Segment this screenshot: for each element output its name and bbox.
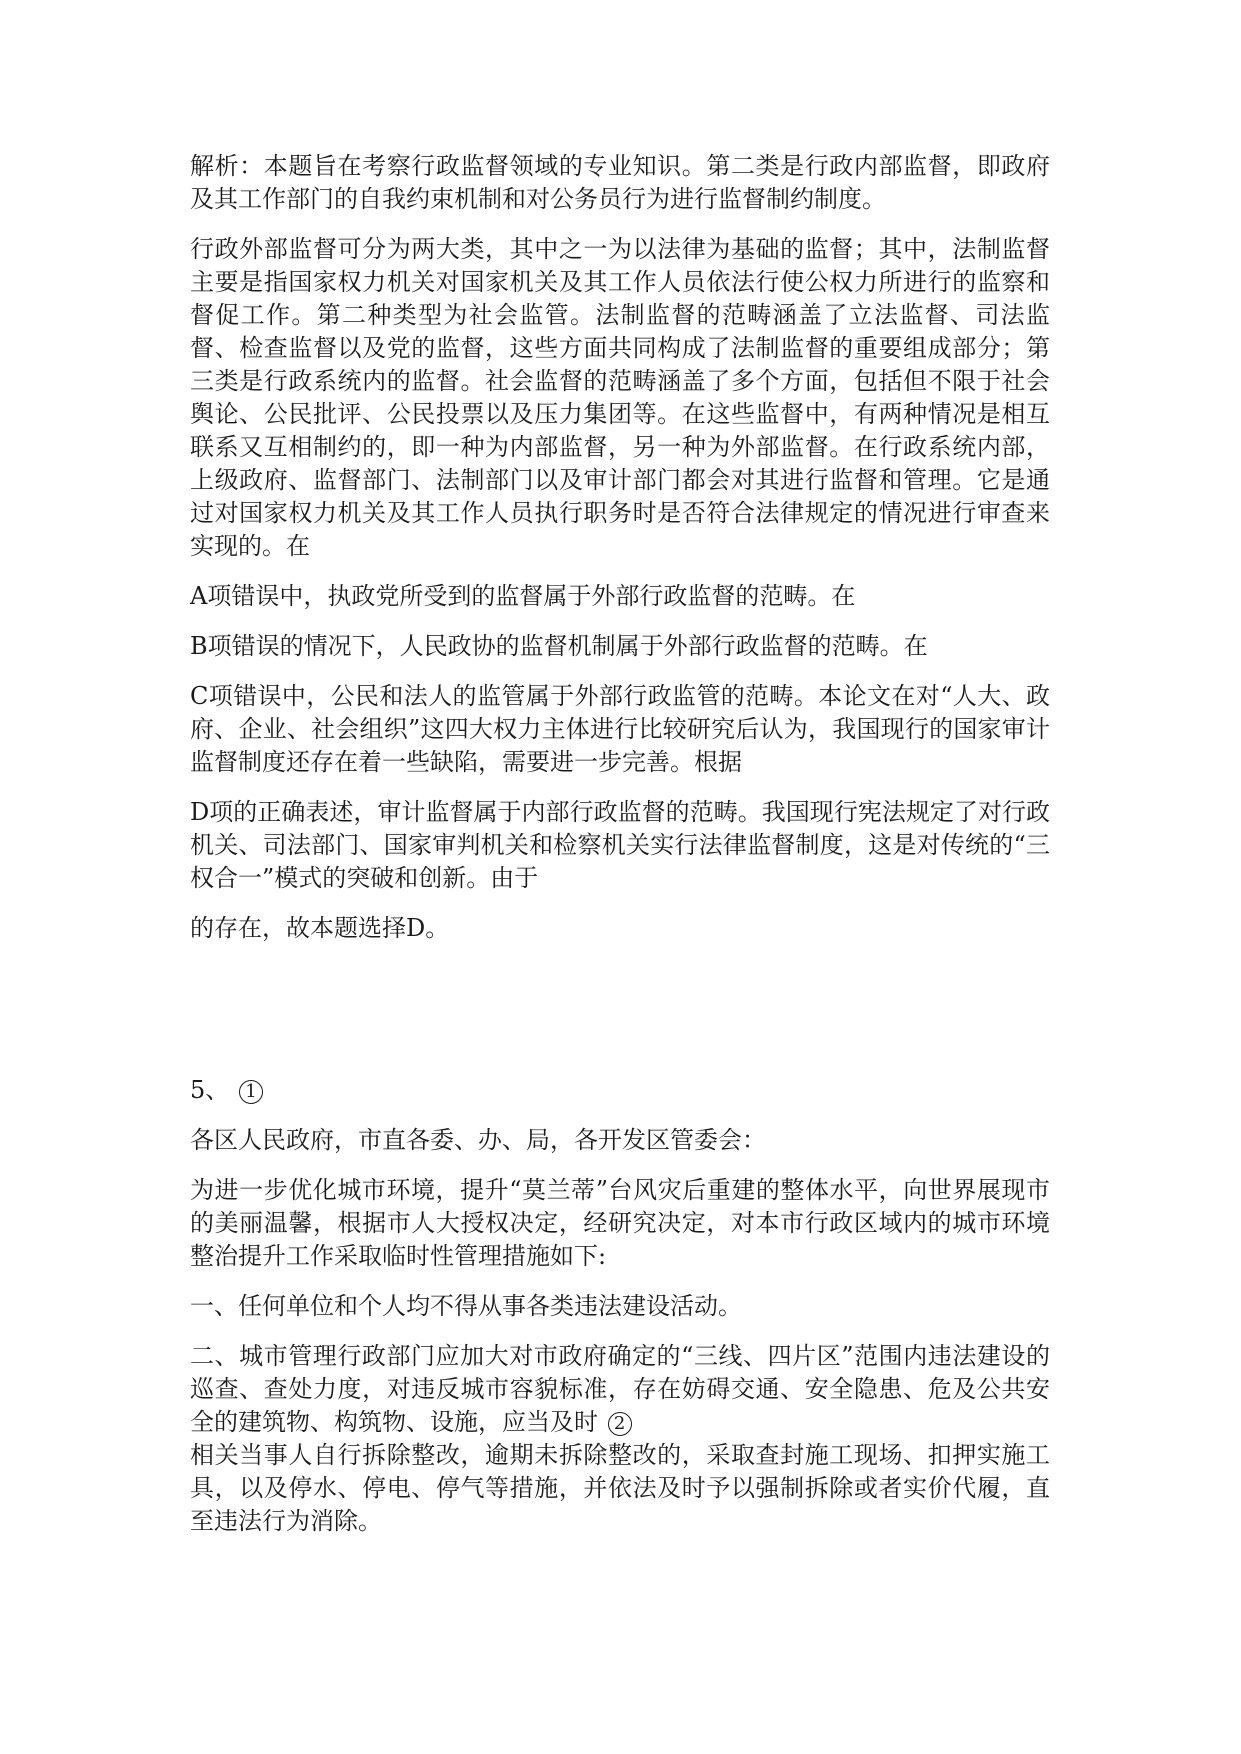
analysis-intro: 解析：本题旨在考察行政监督领域的专业知识。第二类是行政内部监督，即政府及其工作部门的自我约束机制和对公务员行为进行监督制约制度。 (190, 152, 1050, 213)
circled-number-1: 1 (239, 1080, 263, 1104)
analysis-option-d: D项的正确表述，审计监督属于内部行政监督的范畴。我国现行宪法规定了对行政机关、司法部门、国家审判机关和检察机关实行法律监督制度，这是对传统的“三权合一”模式的突破和创新。由于 (190, 798, 1050, 892)
analysis-option-c: C项错误中，公民和法人的监管属于外部行政监管的范畴。本论文在对“人大、政府、企业、社会组织”这四大权力主体进行比较研究后认为，我国现行的国家审计监督制度还存在着一些缺陷，需要进一步完善。根据 (190, 682, 1050, 776)
analysis-option-b: B项错误的情况下，人民政协的监督机制属于外部行政监督的范畴。在 (190, 632, 928, 660)
question-item-2-part-1 (190, 1340, 1050, 1439)
question-salutation: 各区人民政府，市直各委、办、局，各开发区管委会： (190, 1126, 766, 1154)
section-gap (190, 962, 1050, 1074)
question-preamble: 为进一步优化城市环境，提升“莫兰蒂”台风灾后重建的整体水平，向世界展现市的美丽温馨，根据市人大授权决定，经研究决定，对本市行政区域内的城市环境整治提升工作采取临时性管理措施如下: (190, 1176, 1050, 1270)
circled-number-2: 2 (608, 1412, 632, 1436)
analysis-option-a: A项错误中，执政党所受到的监督属于外部行政监督的范畴。在 (190, 582, 856, 610)
blank-1[interactable] (237, 1074, 265, 1107)
document-page (190, 150, 1050, 1555)
analysis-conclusion: 的存在，故本题选择D。 (190, 914, 450, 942)
question-number: 5、 (190, 1076, 230, 1104)
question-header (190, 1074, 1050, 1107)
analysis-body: 行政外部监督可分为两大类，其中之一为以法律为基础的监督；其中，法制监督主要是指国家权力机关对国家机关及其工作人员依法行使公权力所进行的监察和督促工作。第二种类型为社会监管。法制监督的范畴涵盖了立法监督、司法监督、检查监督以及党的监督，这些方面共同构成了法制监督的重要组成部分；第三类是行政系统内的监督。社会监督的范畴涵盖了多个方面，包括但不限于社会舆论、公民批评、公民投票以及压力集团等。在这些监督中，有两种情况是相互联系又互相制约的，即一种为内部监督，另一种为外部监督。在行政系统内部，上级政府、监督部门、法制部门以及审计部门都会对其进行监督和管理。它是通过对国家权力机关及其工作人员执行职务时是否符合法律规定的情况进行审查来实现的。在 (190, 235, 1050, 560)
question-item-1: 一、任何单位和个人均不得从事各类违法建设活动。 (190, 1292, 742, 1320)
blank-2[interactable] (606, 1406, 634, 1439)
question-item-2-text: 二、城市管理行政部门应加大对市政府确定的“三线、四片区”范围内违法建设的巡查、查处力度，对违反城市容貌标准，存在妨碍交通、安全隐患、危及公共安全的建筑物、构筑物、设施，应当及时 (190, 1342, 1050, 1436)
question-item-2-part-2: 相关当事人自行拆除整改，逾期未拆除整改的，采取查封施工现场、扣押实施工具，以及停水、停电、停气等措施，并依法及时予以强制拆除或者实价代履，直至违法行为消除。 (190, 1441, 1050, 1535)
